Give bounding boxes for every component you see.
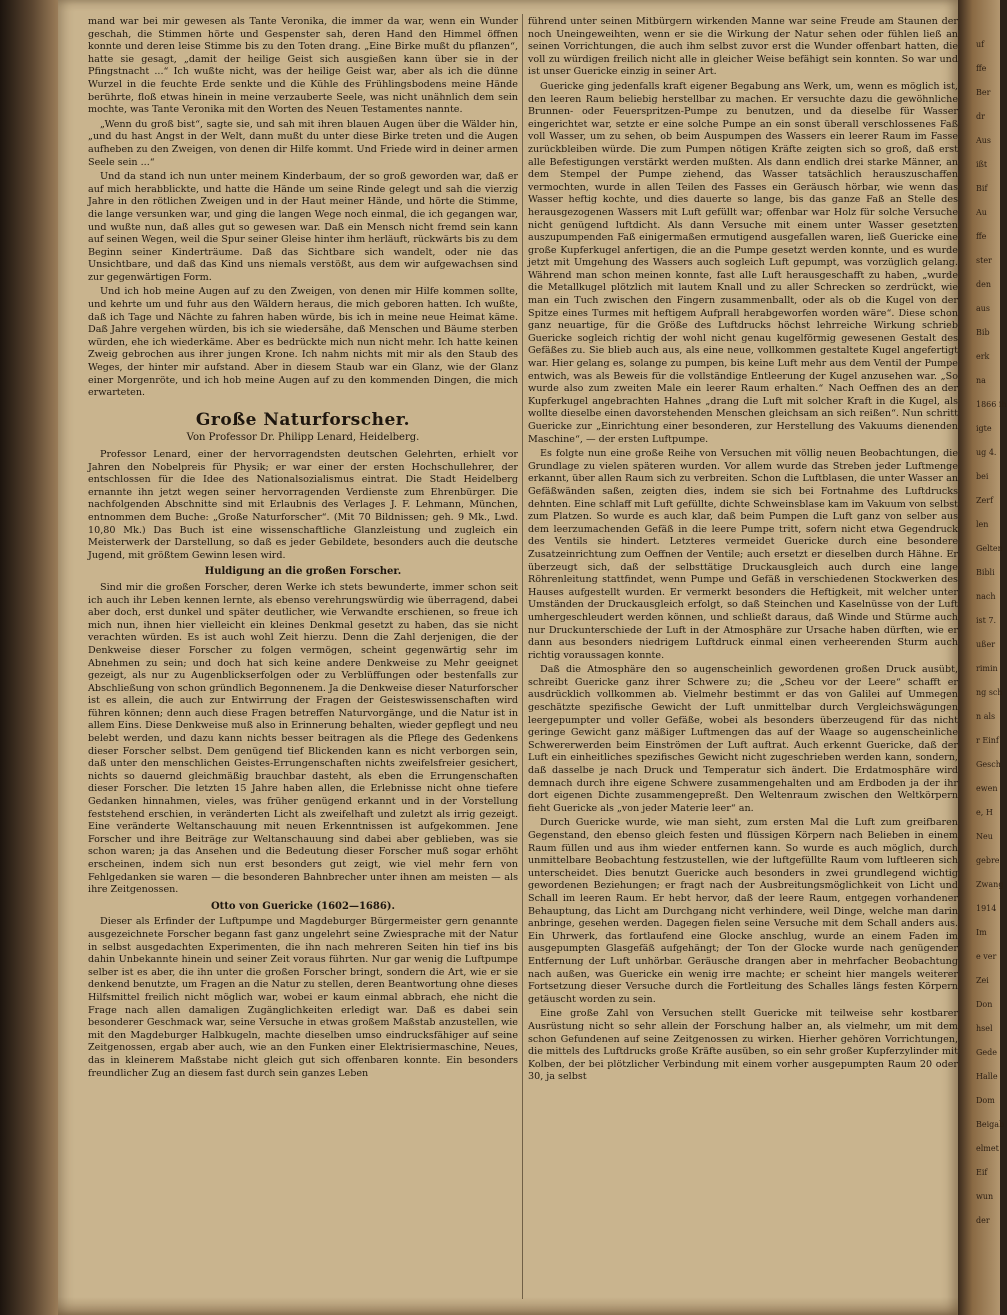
adjacent-page-fragment: Halle xyxy=(976,1072,998,1081)
adjacent-page-fragment: ster xyxy=(976,256,992,265)
adjacent-page-fragment: Don xyxy=(976,1000,993,1009)
intro-paragraph-4: Und ich hob meine Augen auf zu den Zweigen, von denen mir Hilfe kommen sollte, und kehrte um und fuhr aus den Wäldern heraus, die mich geboren hatten. Ich wußte, daß ich Tage und Nächte zu fahren haben würde, bis ich in meine neue Heimat käme. Daß Jahre vergehen würden, bis ich sie wiedersähe, daß Menschen und Bäume sterben würden, ehe ich wiederkäme. Aber es bedrückte mich nun nicht mehr. Ich hatte keinen Zweig gebrochen aus ihrer jungen Krone. Ich nahm nichts mit mir als den Staub des Weges, der hinter mir aufstand. Aber in diesem Staub war ein Glanz, wie der Glanz einer Morgenröte, und ich hob meine Augen auf zu den kommenden Dingen, die mich erwarteten. xyxy=(88,286,518,399)
adjacent-page-fragment: n als xyxy=(976,712,996,721)
adjacent-page-fragment: r Einf xyxy=(976,736,999,745)
right-paragraph-4: Daß die Atmosphäre den so augenscheinlich gewordenen großen Druck ausübt, schreibt Guericke ganz ihrer Schwere zu; die „Scheu vor der Leere“ schafft er ausdrücklich vollkommen ab. Vielmehr bestimmt er das von Galilei auf Ummegen geschätzte spezifische Gewicht der Luft unmittelbar durch Vergleichswägungen leergepumpter und voller Gefäße, wobei als besonders überzeugend für das nicht geringe Gewicht ganz mäßiger Luftmengen das auf der Waage so augenscheinliche Schwererwerden beim Einströmen der Luft auftrat. Auch erkennt Guericke, daß der Luft ein einheitliches spezifisches Gewicht nicht zugeschrieben werden kann, sondern, daß dasselbe je nach Druck und Temperatur sich ändert. Die Erdatmosphäre wird demnach durch ihre eigene Schwere zusammengehalten und am Erdboden ja der ihr dort eigenen Dichte zusammengepreßt. Den Weltenraum zwischen den Weltkörpern fieht Guericke als „von jeder Materie leer“ an. xyxy=(528,664,958,814)
adjacent-page-fragment: e, H xyxy=(976,808,993,817)
intro-paragraph-3: Und da stand ich nun unter meinem Kinderbaum, der so groß geworden war, daß er auf mich herabblickte, und hatte die Hände um seine Rinde gelegt und sah die vierzig Jahre in den rötlichen Zweigen und in der Haut meiner Hände, und hörte die Stimme, die lange versunken war, und ging die langen Wege noch einmal, die ich gegangen war, und wußte nun, daß alles gut so gewesen war. Daß ein Mensch nicht fremd sein kann auf seinen Wegen, weil die Spur seiner Gleise hinter ihm herläuft, rückwärts bis zu dem Beginn seiner Kinderträume. Daß das Sichtbare sich wandelt, oder nie das Unsichtbare, und daß das Kind uns niemals verstößt, aus dem wir aufgewachsen sind zur gegenwärtigen Form. xyxy=(88,171,518,283)
adjacent-page-fragment: Im xyxy=(976,928,987,937)
adjacent-page-fragment: hsel xyxy=(976,1024,993,1033)
adjacent-page-fragment: Dom xyxy=(976,1096,995,1105)
subheading-huldigung: Huldigung an die großen Forscher. xyxy=(204,566,402,578)
section2-paragraph: Dieser als Erfinder der Luftpumpe und Magdeburger Bürgermeister gern genannte ausgezeichnete Forscher begann fast ganz ungelehrt seine Zwiesprache mit der Natur in selbst ausgedachten Experimenten, die ihn nach mehreren Seiten hin tief ins bis dahin Unbekannte hinein und seiner Zeit voraus führten. Nur gar wenig die Luftpumpe selber ist es aber, die ihn unter die großen Forscher bringt, sondern die Art, wie er sie denkend benutzte, um Fragen an die Natur zu stellen, deren Beantwortung ohne dieses Hilfsmittel freilich nicht möglich war, wobei er kaum einmal abbrach, ehe nicht die Frage nach allen damaligen Zugänglichkeiten erledigt war. Daß es dabei sein besonderer Geschmack war, seine Versuche in etwas großem Maßstab anzustellen, wie mit den Magdeburger Halbkugeln, machte dieselben umso eindrucksfähiger auf seine Zeitgenossen, ergab aber auch, wie an den Funken einer Elektrisiermaschine, Neues, das in kleinerem Maßstabe nicht gleich gut sich offenbaren konnte. Ein besonders freundlicher Zug an diesem fast durch sein ganzes Leben xyxy=(88,916,518,1079)
adjacent-page-fragment: Au xyxy=(976,208,987,217)
right-paragraph-2: Guericke ging jedenfalls kraft eigener Begabung ans Werk, um, wenn es möglich ist, den leeren Raum beliebig herstellbar zu machen. Er versuchte dazu die gewöhnliche Brunnen- oder Feuerspritzen-Pumpe zu benutzen, und da dieselbe für Wasser eingerichtet war, setzte er eine solche Pumpe an ein sonst überall verschlossenes Faß voll Wasser, um zu sehen, ob beim Auspumpen des Wassers ein leerer Raum im Fasse zurückbleiben würde. Die zum Pumpen nötigen Kräfte zeigten sich so groß, daß erst alle Befestigungen verstärkt werden mußten. Als dann endlich drei starke Männer, an dem Stempel der Pumpe ziehend, das Wasser tatsächlich herauszuschaffen vermochten, wurde in allen Teilen des Fasses ein Geräusch hörbar, wie wenn das Wasser heftig kochte, und dies dauerte so lange, bis das ganze Faß an Stelle des herausgezogenen Wassers mit Luft gefüllt war; offenbar war Holz für solche Versuche nicht genügend luftdicht. Als dann Versuche mit einem unter Wasser gesetzten auszupumpenden Faß einigermaßen ermutigend ausgefallen waren, ließ Guericke eine große Kupferkugel anfertigen, die an die Pumpe gesetzt werden konnte, und es wurde jetzt mit Umgehung des Wassers auch sogleich Luft gepumpt, was vorzüglich gelang. Während man schon meinen konnte, fast alle Luft herausgeschafft zu haben, „wurde die Metallkugel plötzlich mit lautem Knall und zu aller Schrecken so zerdrückt, wie man ein Tuch zwischen den Fingern zusammenballt, oder als ob die Kugel von der Spitze eines Turmes mit heftigem Aufprall herabgeworfen worden wäre“. Diese schon ganz neuartige, für die Größe des Luftdrucks höchst lehrreiche Wirkung schrieb Guericke sogleich richtig der wohl nicht genau kugelförmig gewesenen Gestalt des Gefäßes zu. Sie blieb auch aus, als eine neue, vollkommen gestaltete Kugel angefertigt war. Hier gelang es, solange zu pumpen, bis keine Luft mehr aus dem Ventil der Pumpe entwich, was als Beweis für die vollständige Entleerung der Kugel anzusehen war. „So wurde also zum zweiten Male ein leerer Raum erhalten.“ Nach Oeffnen des an der Kupferkugel angebrachten Hahnes „drang die Luft mit solcher Kraft in die Kugel, als wollte dieselbe einen davorstehenden Menschen gleichsam an sich reißen“. Nun schritt Guericke zur „Einrichtung einer besonderen, zur Herstellung des Vakuums dienenden Maschine“, — der ersten Luftpumpe. xyxy=(528,80,958,445)
adjacent-page-fragment: Zerf xyxy=(976,496,994,505)
adjacent-page-fragment: aus xyxy=(976,304,991,313)
adjacent-page-fragment: ffe xyxy=(976,64,987,73)
page-bottom-shadow xyxy=(58,1297,958,1315)
right-paragraph-6: Eine große Zahl von Versuchen stellt Guericke mit teilweise sehr kostbarer Ausrüstung nicht so sehr allein der Forschung halber an, als vielmehr, um mit dem schon Gefundenen auf seine Zeitgenossen zu wirken. Hierher gehören Vorrichtungen, die mittels des Luftdrucks große Kräfte ausüben, so ein sehr großer Kupferzylinder mit Kolben, der bei plötzlicher Verbindung mit einem vorher ausgepumpten Raum 20 oder 30, ja selbst xyxy=(528,1008,958,1083)
adjacent-page-fragment: bei xyxy=(976,472,989,481)
adjacent-page-fragment: 1914 xyxy=(976,904,997,913)
adjacent-page-fragment: erk xyxy=(976,352,990,361)
adjacent-page-fragment: ffe xyxy=(976,232,987,241)
adjacent-page-fragment: ewen xyxy=(976,784,998,793)
adjacent-page-fragment: wun xyxy=(976,1192,994,1201)
adjacent-page-fragment: Eif xyxy=(976,1168,988,1177)
column-divider xyxy=(522,14,523,1299)
adjacent-page-fragment: Bib xyxy=(976,328,990,337)
adjacent-page-fragment: Zwang xyxy=(976,880,1004,889)
adjacent-page-fragment: Zei xyxy=(976,976,989,985)
section1-paragraph: Sind mir die großen Forscher, deren Werke ich stets bewunderte, immer schon seit ich auch ihr Leben kennen lernte, als ebenso verehrungswürdig wie überragend, dabei aber doch, erst dunkel und später deutlicher, wie Verwandte erschienen, so freue ich mich nun, ihnen hier vielleicht ein kleines Denkmal gesetzt zu haben, das sie nicht verachten würden. Es ist auch wohl Zeit hierzu. Denn die Zahl derjenigen, die der Denkweise dieser Forscher zu folgen vermögen, scheint gegenwärtig sehr im Abnehmen zu sein; und doch hat sich keine andere Denkweise zu Mehr geeignet gezeigt, als nur zu Augenblickserfolgen oder zu Verblüffungen oder bestenfalls zur Abschließung von schon gründlich Begonnenem. Ja die Denkweise dieser Naturforscher ist es allein, die auch zur Entwirrung der Fragen der Geisteswissenschaften wird führen können; denn auch diese Fragen betreffen Naturvorgänge, und die Natur ist in allem Eins. Diese Denkweise muß also in Erinnerung behalten, wieder gepflegt und neu belebt werden, und dazu kann nichts besser beitragen als die Pflege des Gedenkens dieser Forscher selbst. Dem genügend tief Blickenden kann es nicht verborgen sein, daß unter den menschlichen Geistes-Errungenschaften nichts zweifelsfreier gesichert, nichts so dauernd gleichmäßig brauchbar dasteht, als eben die Errungenschaften dieser Forscher. Die letzten 15 Jahre haben allen, die Erlebnisse nicht ohne tiefere Gedanken hinnahmen, vieles, was früher genügend erkannt und in der Vorstellung feststehend erschien, in veränderten Licht als zweifelhaft und zuletzt als irrig gezeigt. Eine veränderte Weltanschauung mit neuen Erkenntnissen ist aufgekommen. Jene Forscher und ihre Beiträge zur Weltanschauung sind dabei aber geblieben, was sie schon waren; ja das Ansehen und die Bedeutung dieser Forscher muß sogar erhöht erscheinen, indem sich nun erst besonders gut zeigt, wie viel mehr fern von Fehlgedanken sie waren — die besonderen Bahnbrecher unter ihnen am meisten — als ihre Zeitgenossen. xyxy=(88,581,518,896)
right-paragraph-1: führend unter seinen Mitbürgern wirkenden Manne war seine Freude am Staunen der noch Uneingeweihten, wenn er sie die Wirkung der Natur sehen oder fühlen ließ an seinen Vorrichtungen, die auch ihm selbst zuvor erst die Wunder offenbart hatten, die voll zu würdigen freilich nicht alle in gleicher Weise befähigt sein konnten. So war und ist unser Guericke einzig in seiner Art. xyxy=(528,16,958,78)
article-headline: Große Naturforscher. xyxy=(195,409,411,430)
adjacent-page-fragment: len xyxy=(976,520,989,529)
adjacent-page-fragment: Gelten xyxy=(976,544,1003,553)
right-paragraph-5: Durch Guericke wurde, wie man sieht, zum ersten Mal die Luft zum greifbaren Gegenstand, den ebenso gleich festen und flüssigen Körpern nach Belieben in einem Raum füllen und aus ihm wieder entfernen kann. So wurde es auch möglich, durch unmittelbare Beobachtung festzustellen, wie der luftgefüllte Raum vom luftleeren sich unterscheidet. Dies benutzt Guericke auch besonders in zwei grundlegend wichtig gewordenen Beziehungen; er fragt nach der Ausbreitungsmöglichkeit von Licht und Schall im leeren Raum. Er hebt hervor, daß der leere Raum, entgegen vorhandener Behauptung, das Licht am Durchgang nicht verhindere, weil Dinge, welche man darin anbringe, gesehen werden. Dagegen fielen seine Versuche mit dem Schall anders aus. Ein Uhrwerk, das fortlaufend eine Glocke anschlug, wurde an einem Faden im ausgepumpten Glasgefäß aufgehängt; der Ton der Glocke wurde nach genügender Entfernung der Luft unhörbar. Geräusche drangen aber in mehrfacher Beobachtung nach außen, was Guericke ein wenig irre machte; er scheint hier mangels weiterer Fortsetzung dieser Versuche durch die Fortleitung des Schalles längs festen Körpern getäuscht worden zu sein. xyxy=(528,817,958,1005)
adjacent-page-fragment: Gesch xyxy=(976,760,1001,769)
adjacent-page-fragment: ißt xyxy=(976,160,988,169)
adjacent-page-fragment: ng sch xyxy=(976,688,1003,697)
adjacent-page-fragment: rimin xyxy=(976,664,998,673)
adjacent-page-fragment: nach xyxy=(976,592,996,601)
column-right xyxy=(528,16,958,1296)
newspaper-page xyxy=(58,0,958,1315)
adjacent-page-fragment: gebre xyxy=(976,856,1000,865)
adjacent-page-fragment: ug 4. xyxy=(976,448,997,457)
lead-paragraph: Professor Lenard, einer der hervorragendsten deutschen Gelehrten, erhielt vor Jahren den Nobelpreis für Physik; er war einer der ersten Hochschullehrer, der entschlossen für die Idee des Nationalsozialismus eintrat. Die Stadt Heidelberg ernannte ihn jetzt wegen seiner hervorragenden Verdienste zum Ehrenbürger. Die nachfolgenden Abschnitte sind mit Erlaubnis des Verlages J. F. Lehmann, München, entnommen dem Buche: „Große Naturforscher“. (Mit 70 Bildnissen; geh. 9 Mk., Lwd. 10,80 Mk.) Das Buch ist eine wissenschaftliche Glanzleistung und zugleich ein Meisterwerk der Darstellung, so daß es jeder Gebildete, besonders auch die deutsche Jugend, mit größtem Gewinn lesen wird. xyxy=(88,449,518,561)
adjacent-page-fragment: Aus xyxy=(976,136,992,145)
adjacent-page-fragment: e ver xyxy=(976,952,997,961)
intro-paragraph-1: mand war bei mir gewesen als Tante Veronika, die immer da war, wenn ein Wunder geschah, die Stimmen hörte und Gespenster sah, deren Hand den Himmel öffnen konnte und deren leise Stimme bis zu den Toten drang. „Eine Birke mußt du pflanzen“, hatte sie gesagt, „damit der heilige Geist sich ausgießen kann über sie in der Pfingstnacht ...“ Ich wußte nicht, was der heilige Geist war, aber als ich die dünne Wurzel in die feuchte Erde senkte und die Kühle des Frühlingsbodens meine Hände berührte, floß etwas hinein in meine verzauberte Seele, was nicht unähnlich dem sein mochte, was Tante Veronika mit den Worten des Neuen Testamentes nannte. xyxy=(88,16,518,116)
adjacent-page-fragment: Bibli xyxy=(976,568,995,577)
adjacent-page-fragment: Beigab xyxy=(976,1120,1005,1129)
adjacent-page-fragment: Ber xyxy=(976,88,991,97)
article-byline: Von Professor Dr. Philipp Lenard, Heidelberg. xyxy=(186,432,420,444)
adjacent-page-fragment: Gede xyxy=(976,1048,997,1057)
adjacent-page-fragment: igte xyxy=(976,424,992,433)
adjacent-page-fragment: elmet xyxy=(976,1144,999,1153)
adjacent-page-fragment: uf xyxy=(976,40,985,49)
adjacent-page-fragment: ußer xyxy=(976,640,996,649)
adjacent-page-fragment: dr xyxy=(976,112,985,121)
adjacent-page-fragment: ist 7. xyxy=(976,616,997,625)
right-paragraph-3: Es folgte nun eine große Reihe von Versuchen mit völlig neuen Beobachtungen, die Grundlage zu vielen späteren wurden. Vor allem wurde das Streben jeder Luftmenge erkannt, über allen Raum sich zu verbreiten. Schon die Luftblasen, die unter Wasser an Gefäßwänden saßen, zeigten dies, indem sie sich bei Fortnahme des Luftdrucks dehnten. Eine schlaff mit Luft gefüllte, dichte Schweinsblase kam im Vakuum von selbst zum Platzen. So wurde es auch klar, daß beim Pumpen die Luft ganz von selber aus dem leerzumachenden Gefäß in die leere Pumpe tritt, sofern nicht etwa Gegendruck des Ventils sie hindert. Letzteres vermeidet Guericke durch eine besondere Zusatzeinrichtung zum Oeffnen der Ventile; auch ersetzt er dieselben durch Hähne. Er überzeugt sich, daß der selbsttätige Druckausgleich auch durch eine lange Röhrenleitung stattfindet, wenn Pumpe und Gefäß in verschiedenen Stockwerken des Hauses aufgestellt wurden. Er vermerkt besonders die Heftigkeit, mit welcher unter Umständen der Druckausgleich erfolgt, so daß Steinchen und Kaselnüsse von der Luft umhergeschleudert werden können, und schließt daraus, daß Winde und Stürme auch nur Druckunterschiede der Luft in der Atmosphäre zur Ursache haben dürften, wie er dann aus besonders niedrigem Luftdruck einmal einen verheerenden Sturm auch richtig voraussagen konnte. xyxy=(528,448,958,661)
adjacent-page-fragment: der xyxy=(976,1216,990,1225)
adjacent-page-fragment: Bif xyxy=(976,184,988,193)
adjacent-page-fragment: den xyxy=(976,280,992,289)
adjacent-page-fragment: Neu xyxy=(976,832,993,841)
intro-paragraph-2: „Wenn du groß bist“, sagte sie, und sah mit ihren blauen Augen über die Wälder hin, „und du hast Angst in der Welt, dann mußt du unter diese Birke treten und die Augen aufheben zu den Zweigen, von denen dir Hilfe kommt. Und Friede wird in deiner armen Seele sein ...“ xyxy=(88,118,518,168)
subheading-guericke: Otto von Guericke (1602—1686). xyxy=(210,900,396,912)
adjacent-page-fragment: na xyxy=(976,376,986,385)
adjacent-page-fragment: 1866 ih xyxy=(976,400,1007,409)
adjacent-page-edge xyxy=(958,0,1007,1315)
left-binding-gutter xyxy=(0,0,58,1315)
column-left xyxy=(88,16,518,1296)
